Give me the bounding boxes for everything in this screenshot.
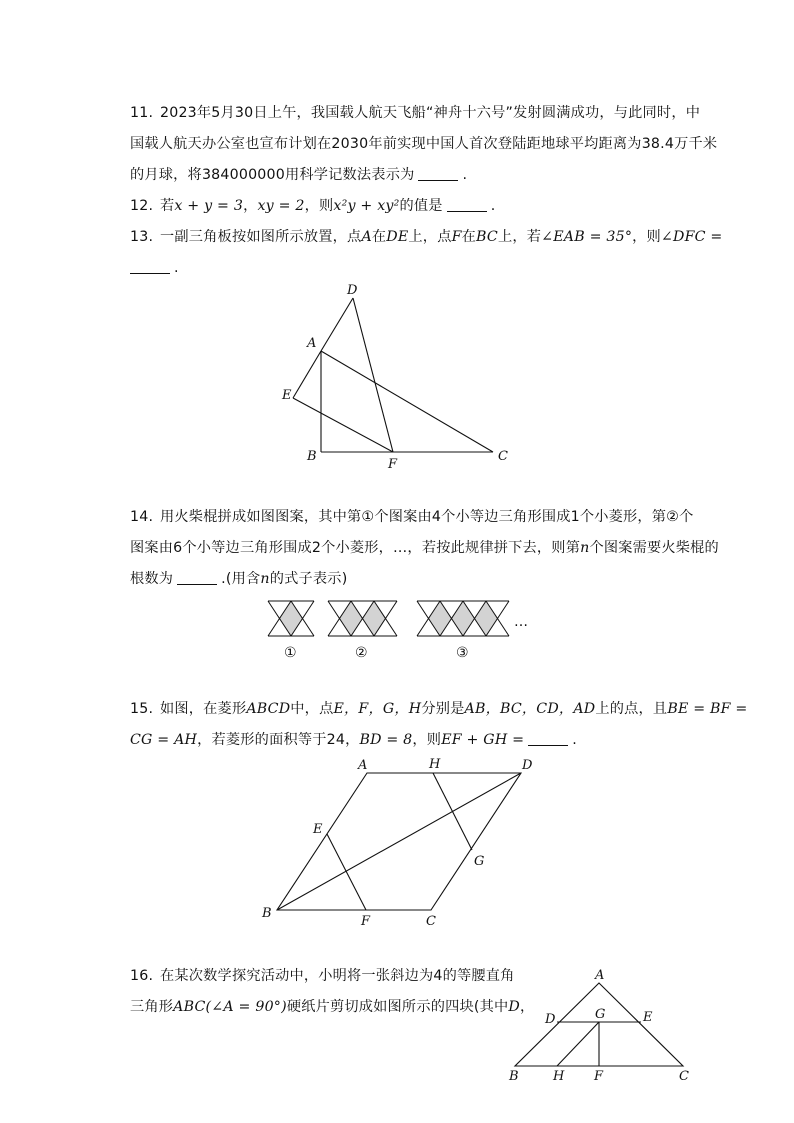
q15-label-A: A: [358, 758, 368, 773]
q15-seg-EF: [327, 834, 366, 910]
q14-pattern-1: [268, 601, 314, 636]
q13-mDE: DE: [386, 229, 409, 245]
q11-text3: 的月球，将384000000用科学记数法表示为: [130, 167, 415, 183]
q15-m1: ABCD: [246, 701, 291, 717]
q15-t6: ，则: [412, 732, 442, 748]
q15-diagonal-BD: [277, 773, 521, 910]
q15-t2: 中，点: [290, 701, 334, 717]
q15-figure: [277, 773, 521, 910]
q13-label-E: E: [282, 388, 292, 403]
q13-period: .: [174, 260, 179, 276]
q11-line2: 国载人航天办公室也宣布计划在2030年前实现中国人首次登陆距地球平均距离为38.4万千米: [130, 136, 718, 152]
q16-label-G: G: [595, 1007, 606, 1022]
q15-label-D: D: [522, 758, 533, 773]
q16-text1: 在某次数学探究活动中，小明将一张斜边为4的等腰直角: [160, 968, 515, 984]
q16-label-D: D: [545, 1012, 556, 1027]
q11-number: 11.: [130, 105, 154, 121]
q15-m7: EF + GH =: [441, 732, 525, 748]
q14-caption-2: ②: [355, 645, 368, 661]
q13-t2: 在: [371, 229, 387, 245]
q13-t3: 上，点: [408, 229, 452, 245]
q14-line3: [130, 569, 347, 589]
q12-math2: xy = 2: [257, 198, 305, 214]
q15-m4: BE = BF =: [667, 701, 748, 717]
q15-label-C: C: [426, 914, 436, 929]
q13-mF: F: [451, 229, 462, 245]
q13-t1: 一副三角板按如图所示放置，点: [160, 229, 362, 245]
q13-number: 13.: [130, 229, 154, 245]
q14-caption-3: ③: [456, 645, 469, 661]
q13-seg-DA: [321, 298, 353, 351]
q14-line2: [130, 538, 719, 558]
q16-number: 16.: [130, 968, 154, 984]
q15-m3: AB，BC，CD，AD: [464, 701, 596, 717]
q16-figure: [515, 983, 683, 1066]
q15-period: .: [572, 732, 577, 748]
q14-number: 14.: [130, 509, 154, 525]
q14-text3b: .(用含: [221, 571, 261, 587]
q12-period: .: [490, 198, 496, 214]
q14-math-n2: n: [260, 571, 270, 587]
q13-t6: ，则: [632, 229, 661, 245]
q11-text1: 2023年5月30日上午，我国载人航天飞船“神舟十六号”发射圆满成功，与此同时，中: [160, 105, 701, 121]
q13-t5: 上，若: [497, 229, 542, 245]
q13-seg-DF: [353, 298, 393, 452]
q13-seg-AE: [293, 351, 321, 398]
q12-t3: ，则: [304, 198, 334, 214]
q14-text2a: 图案由6个小等边三角形围成2个小菱形，…，若按此规律拼下去，则第: [130, 540, 581, 556]
q16-label-A: A: [595, 968, 605, 983]
q15-t5: ，若菱形的面积等于24，: [197, 732, 360, 748]
q15-m2: E，F，G，H: [333, 701, 422, 717]
q16-seg-GH: [557, 1022, 599, 1066]
q15-label-G: G: [474, 854, 485, 869]
q15-t3: 分别是: [421, 701, 465, 717]
q13-label-B: B: [307, 449, 317, 464]
q13-label-D: D: [347, 283, 358, 298]
q12-t1: 若: [160, 198, 175, 214]
q16-m2: D: [508, 999, 520, 1015]
q14-text1: 用火柴棍拼成如图图案，其中第①个图案由4个小等边三角形围成1个小菱形，第②个: [160, 509, 694, 525]
q16-line1: [130, 966, 515, 986]
q16-label-E: E: [643, 1010, 653, 1025]
q16-t2: 硬纸片剪切成如图所示的四块(其中: [286, 999, 509, 1015]
q15-number: 15.: [130, 701, 154, 717]
q16-t3: ，: [519, 999, 535, 1015]
q14-caption-1: ①: [284, 645, 297, 661]
q15-answer-blank[interactable]: [528, 731, 568, 746]
q16-label-H: H: [553, 1069, 565, 1084]
q16-label-C: C: [679, 1069, 689, 1084]
q13-math1: ∠EAB = 35°: [541, 229, 633, 245]
q15-label-F: F: [361, 914, 371, 929]
q14-text2b: 个图案需要火柴棍的: [589, 540, 719, 556]
q15-line1: [130, 699, 747, 719]
q14-ellipsis: …: [514, 614, 528, 630]
q15-label-H: H: [429, 757, 441, 772]
q13-mBC: BC: [476, 229, 498, 245]
q16-label-F: F: [594, 1069, 604, 1084]
q16-m1: ABC(∠A = 90°): [173, 999, 287, 1015]
q12-t2: ，: [243, 198, 258, 214]
q14-pattern-3: [417, 601, 509, 636]
q14-answer-blank[interactable]: [177, 570, 217, 585]
q16-label-B: B: [509, 1069, 519, 1084]
q15-seg-HG: [433, 773, 472, 850]
q16-line2: [130, 997, 534, 1017]
q15-t4: 上的点，且: [595, 701, 668, 717]
q14-line1: [130, 507, 693, 527]
q14-text3c: 的式子表示): [269, 571, 348, 587]
q15-label-E: E: [313, 822, 323, 837]
q15-line2: [130, 730, 577, 750]
q15-m6: BD = 8: [359, 732, 413, 748]
q12-t4: 的值是: [399, 198, 443, 214]
q12-math3: x²y + xy²: [333, 198, 400, 214]
q15-t1: 如图，在菱形: [160, 701, 247, 717]
q13-figure: [293, 298, 493, 452]
q11-period: .: [462, 167, 468, 183]
q15-m5: CG = AH: [130, 732, 198, 748]
q13-label-F: F: [388, 457, 398, 472]
q13-t4: 在: [461, 229, 477, 245]
q16-t1: 三角形: [130, 999, 174, 1015]
q14-math-n: n: [580, 540, 590, 556]
q13-seg-EF: [293, 398, 393, 452]
q13-label-C: C: [498, 449, 508, 464]
q15-label-B: B: [262, 906, 272, 921]
q13-mA: A: [361, 229, 372, 245]
q12-math1: x + y = 3: [174, 198, 244, 214]
q13-math2: ∠DFC =: [660, 229, 723, 245]
q14-text3a: 根数为: [130, 571, 174, 587]
q13-seg-AC: [321, 351, 493, 452]
q13-label-A: A: [307, 336, 317, 351]
q12-number: 12.: [130, 198, 154, 214]
q14-pattern-2: [328, 601, 397, 636]
